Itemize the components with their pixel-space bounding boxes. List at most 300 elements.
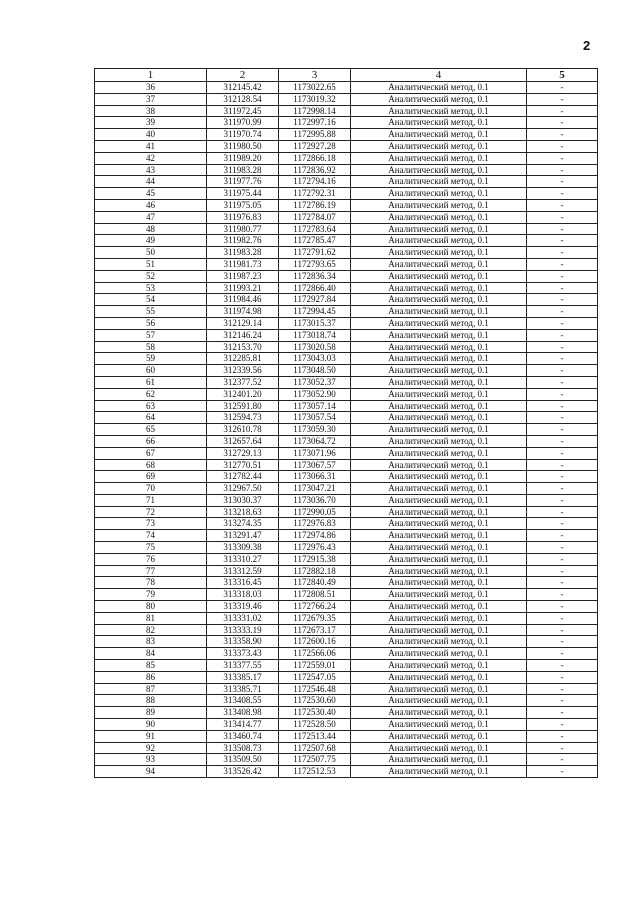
table-row: [95, 754, 598, 766]
x-coordinate-cell: 313508.73: [207, 742, 279, 754]
method-cell: Аналитический метод, 0.1: [351, 612, 527, 624]
point-number-cell: 66: [95, 435, 207, 447]
note-cell: -: [527, 612, 598, 624]
table-row: [95, 117, 598, 129]
method-cell: Аналитический метод, 0.1: [351, 719, 527, 731]
x-coordinate-cell: 311993.21: [207, 282, 279, 294]
note-cell: -: [527, 117, 598, 129]
method-cell: Аналитический метод, 0.1: [351, 176, 527, 188]
y-coordinate-cell: 1172974.86: [279, 530, 351, 542]
note-cell: -: [527, 671, 598, 683]
y-coordinate-cell: 1173057.54: [279, 412, 351, 424]
table-row: [95, 294, 598, 306]
method-cell: Аналитический метод, 0.1: [351, 695, 527, 707]
note-cell: -: [527, 577, 598, 589]
table-header-row: [95, 69, 598, 82]
y-coordinate-cell: 1173052.90: [279, 388, 351, 400]
point-number-cell: 39: [95, 117, 207, 129]
x-coordinate-cell: 312377.52: [207, 376, 279, 388]
note-cell: -: [527, 376, 598, 388]
x-coordinate-cell: 313309.38: [207, 542, 279, 554]
y-coordinate-cell: 1173067.57: [279, 459, 351, 471]
table-row: [95, 612, 598, 624]
table-row: [95, 518, 598, 530]
point-number-cell: 86: [95, 671, 207, 683]
x-coordinate-cell: 313408.98: [207, 707, 279, 719]
y-coordinate-cell: 1173036.70: [279, 494, 351, 506]
note-cell: -: [527, 247, 598, 259]
y-coordinate-cell: 1172994.45: [279, 306, 351, 318]
x-coordinate-cell: 313316.45: [207, 577, 279, 589]
point-number-cell: 70: [95, 483, 207, 495]
note-cell: -: [527, 518, 598, 530]
x-coordinate-cell: 312594.73: [207, 412, 279, 424]
x-coordinate-cell: 312770.51: [207, 459, 279, 471]
method-cell: Аналитический метод, 0.1: [351, 742, 527, 754]
table-row: [95, 494, 598, 506]
x-coordinate-cell: 313291.47: [207, 530, 279, 542]
note-cell: -: [527, 282, 598, 294]
table-row: [95, 530, 598, 542]
page-number: 2: [583, 38, 591, 53]
method-cell: Аналитический метод, 0.1: [351, 82, 527, 94]
note-cell: -: [527, 341, 598, 353]
y-coordinate-cell: 1172673.17: [279, 624, 351, 636]
note-cell: -: [527, 589, 598, 601]
table-row: [95, 636, 598, 648]
note-cell: -: [527, 695, 598, 707]
method-cell: Аналитический метод, 0.1: [351, 471, 527, 483]
y-coordinate-cell: 1172836.34: [279, 270, 351, 282]
y-coordinate-cell: 1173066.31: [279, 471, 351, 483]
y-coordinate-cell: 1172990.05: [279, 506, 351, 518]
method-cell: Аналитический метод, 0.1: [351, 624, 527, 636]
note-cell: -: [527, 82, 598, 94]
point-number-cell: 60: [95, 365, 207, 377]
table-row: [95, 719, 598, 731]
method-cell: Аналитический метод, 0.1: [351, 294, 527, 306]
table-row: [95, 553, 598, 565]
y-coordinate-cell: 1172507.75: [279, 754, 351, 766]
x-coordinate-cell: 312782.44: [207, 471, 279, 483]
point-number-cell: 76: [95, 553, 207, 565]
table-row: [95, 152, 598, 164]
x-coordinate-cell: 313218.63: [207, 506, 279, 518]
point-number-cell: 94: [95, 766, 207, 778]
method-cell: Аналитический метод, 0.1: [351, 270, 527, 282]
x-coordinate-cell: 312729.13: [207, 447, 279, 459]
point-number-cell: 69: [95, 471, 207, 483]
y-coordinate-cell: 1172566.06: [279, 648, 351, 660]
method-cell: Аналитический метод, 0.1: [351, 258, 527, 270]
y-coordinate-cell: 1173020.58: [279, 341, 351, 353]
note-cell: -: [527, 542, 598, 554]
y-coordinate-cell: 1172547.05: [279, 671, 351, 683]
table-row: [95, 424, 598, 436]
x-coordinate-cell: 313385.17: [207, 671, 279, 683]
method-cell: Аналитический метод, 0.1: [351, 235, 527, 247]
method-cell: Аналитический метод, 0.1: [351, 140, 527, 152]
method-cell: Аналитический метод, 0.1: [351, 164, 527, 176]
y-coordinate-cell: 1172559.01: [279, 660, 351, 672]
method-cell: Аналитический метод, 0.1: [351, 601, 527, 613]
method-cell: Аналитический метод, 0.1: [351, 117, 527, 129]
y-coordinate-cell: 1172766.24: [279, 601, 351, 613]
note-cell: -: [527, 707, 598, 719]
point-number-cell: 80: [95, 601, 207, 613]
point-number-cell: 47: [95, 211, 207, 223]
point-number-cell: 37: [95, 93, 207, 105]
x-coordinate-cell: 311984.46: [207, 294, 279, 306]
table-row: [95, 447, 598, 459]
method-cell: Аналитический метод, 0.1: [351, 671, 527, 683]
note-cell: -: [527, 400, 598, 412]
x-coordinate-cell: 311987.23: [207, 270, 279, 282]
table-row: [95, 105, 598, 117]
y-coordinate-cell: 1173015.37: [279, 317, 351, 329]
point-number-cell: 36: [95, 82, 207, 94]
method-cell: Аналитический метод, 0.1: [351, 353, 527, 365]
method-cell: Аналитический метод, 0.1: [351, 400, 527, 412]
method-cell: Аналитический метод, 0.1: [351, 730, 527, 742]
table-row: [95, 707, 598, 719]
table-row: [95, 306, 598, 318]
point-number-cell: 84: [95, 648, 207, 660]
note-cell: -: [527, 648, 598, 660]
point-number-cell: 91: [95, 730, 207, 742]
table-row: [95, 459, 598, 471]
y-coordinate-cell: 1172530.60: [279, 695, 351, 707]
table-row: [95, 742, 598, 754]
y-coordinate-cell: 1172976.43: [279, 542, 351, 554]
x-coordinate-cell: 313377.55: [207, 660, 279, 672]
note-cell: -: [527, 294, 598, 306]
point-number-cell: 90: [95, 719, 207, 731]
table-row: [95, 365, 598, 377]
x-coordinate-cell: 311977.76: [207, 176, 279, 188]
y-coordinate-cell: 1173057.14: [279, 400, 351, 412]
point-number-cell: 68: [95, 459, 207, 471]
x-coordinate-cell: 313373.43: [207, 648, 279, 660]
note-cell: -: [527, 459, 598, 471]
point-number-cell: 55: [95, 306, 207, 318]
method-cell: Аналитический метод, 0.1: [351, 424, 527, 436]
note-cell: -: [527, 199, 598, 211]
method-cell: Аналитический метод, 0.1: [351, 577, 527, 589]
y-coordinate-cell: 1172600.16: [279, 636, 351, 648]
point-number-cell: 44: [95, 176, 207, 188]
method-cell: Аналитический метод, 0.1: [351, 188, 527, 200]
point-number-cell: 73: [95, 518, 207, 530]
method-cell: Аналитический метод, 0.1: [351, 129, 527, 141]
y-coordinate-cell: 1172976.83: [279, 518, 351, 530]
point-number-cell: 61: [95, 376, 207, 388]
note-cell: -: [527, 93, 598, 105]
method-cell: Аналитический метод, 0.1: [351, 506, 527, 518]
method-cell: Аналитический метод, 0.1: [351, 766, 527, 778]
point-number-cell: 89: [95, 707, 207, 719]
point-number-cell: 78: [95, 577, 207, 589]
y-coordinate-cell: 1172915.38: [279, 553, 351, 565]
method-cell: Аналитический метод, 0.1: [351, 93, 527, 105]
point-number-cell: 74: [95, 530, 207, 542]
y-coordinate-cell: 1172791.62: [279, 247, 351, 259]
method-cell: Аналитический метод, 0.1: [351, 483, 527, 495]
y-coordinate-cell: 1173047.21: [279, 483, 351, 495]
table-row: [95, 683, 598, 695]
table-row: [95, 211, 598, 223]
point-number-cell: 71: [95, 494, 207, 506]
point-number-cell: 72: [95, 506, 207, 518]
point-number-cell: 79: [95, 589, 207, 601]
table-row: [95, 388, 598, 400]
point-number-cell: 81: [95, 612, 207, 624]
method-cell: Аналитический метод, 0.1: [351, 365, 527, 377]
method-cell: Аналитический метод, 0.1: [351, 683, 527, 695]
x-coordinate-cell: 312339.56: [207, 365, 279, 377]
x-coordinate-cell: 312967.50: [207, 483, 279, 495]
table-row: [95, 353, 598, 365]
note-cell: -: [527, 435, 598, 447]
table-row: [95, 247, 598, 259]
table-row: [95, 235, 598, 247]
note-cell: -: [527, 506, 598, 518]
table-row: [95, 164, 598, 176]
point-number-cell: 59: [95, 353, 207, 365]
y-coordinate-cell: 1172808.51: [279, 589, 351, 601]
table-row: [95, 435, 598, 447]
method-cell: Аналитический метод, 0.1: [351, 105, 527, 117]
table-row: [95, 766, 598, 778]
x-coordinate-cell: 311970.74: [207, 129, 279, 141]
y-coordinate-cell: 1173048.50: [279, 365, 351, 377]
table-row: [95, 140, 598, 152]
x-coordinate-cell: 313358.90: [207, 636, 279, 648]
note-cell: -: [527, 660, 598, 672]
note-cell: -: [527, 636, 598, 648]
y-coordinate-cell: 1172882.18: [279, 565, 351, 577]
x-coordinate-cell: 313333.19: [207, 624, 279, 636]
y-coordinate-cell: 1172679.35: [279, 612, 351, 624]
y-coordinate-cell: 1172785.47: [279, 235, 351, 247]
point-number-cell: 53: [95, 282, 207, 294]
method-cell: Аналитический метод, 0.1: [351, 317, 527, 329]
note-cell: -: [527, 105, 598, 117]
point-number-cell: 52: [95, 270, 207, 282]
note-cell: -: [527, 152, 598, 164]
method-cell: Аналитический метод, 0.1: [351, 435, 527, 447]
x-coordinate-cell: 312129.14: [207, 317, 279, 329]
point-number-cell: 40: [95, 129, 207, 141]
point-number-cell: 50: [95, 247, 207, 259]
y-coordinate-cell: 1172995.88: [279, 129, 351, 141]
y-coordinate-cell: 1172507.68: [279, 742, 351, 754]
point-number-cell: 65: [95, 424, 207, 436]
method-cell: Аналитический метод, 0.1: [351, 329, 527, 341]
x-coordinate-cell: 311983.28: [207, 164, 279, 176]
table-row: [95, 329, 598, 341]
column-header: 3: [279, 69, 351, 82]
x-coordinate-cell: 311976.83: [207, 211, 279, 223]
point-number-cell: 43: [95, 164, 207, 176]
x-coordinate-cell: 313385.71: [207, 683, 279, 695]
method-cell: Аналитический метод, 0.1: [351, 199, 527, 211]
note-cell: -: [527, 176, 598, 188]
method-cell: Аналитический метод, 0.1: [351, 553, 527, 565]
x-coordinate-cell: 312145.42: [207, 82, 279, 94]
table-row: [95, 671, 598, 683]
method-cell: Аналитический метод, 0.1: [351, 247, 527, 259]
table-row: [95, 82, 598, 94]
note-cell: -: [527, 601, 598, 613]
column-header: 4: [351, 69, 527, 82]
note-cell: -: [527, 317, 598, 329]
y-coordinate-cell: 1173018.74: [279, 329, 351, 341]
note-cell: -: [527, 766, 598, 778]
y-coordinate-cell: 1173059.30: [279, 424, 351, 436]
method-cell: Аналитический метод, 0.1: [351, 447, 527, 459]
method-cell: Аналитический метод, 0.1: [351, 707, 527, 719]
note-cell: -: [527, 624, 598, 636]
y-coordinate-cell: 1172783.64: [279, 223, 351, 235]
note-cell: -: [527, 270, 598, 282]
y-coordinate-cell: 1172793.65: [279, 258, 351, 270]
x-coordinate-cell: 311983.28: [207, 247, 279, 259]
note-cell: -: [527, 447, 598, 459]
table-row: [95, 282, 598, 294]
x-coordinate-cell: 313460.74: [207, 730, 279, 742]
y-coordinate-cell: 1172794.16: [279, 176, 351, 188]
x-coordinate-cell: 313312.59: [207, 565, 279, 577]
method-cell: Аналитический метод, 0.1: [351, 754, 527, 766]
column-header: 1: [95, 69, 207, 82]
y-coordinate-cell: 1172866.40: [279, 282, 351, 294]
y-coordinate-cell: 1172997.16: [279, 117, 351, 129]
point-number-cell: 77: [95, 565, 207, 577]
x-coordinate-cell: 313509.50: [207, 754, 279, 766]
point-number-cell: 62: [95, 388, 207, 400]
y-coordinate-cell: 1172784.07: [279, 211, 351, 223]
method-cell: Аналитический метод, 0.1: [351, 388, 527, 400]
y-coordinate-cell: 1172840.49: [279, 577, 351, 589]
x-coordinate-cell: 313274.35: [207, 518, 279, 530]
table-row: [95, 648, 598, 660]
y-coordinate-cell: 1172836.92: [279, 164, 351, 176]
x-coordinate-cell: 311981.73: [207, 258, 279, 270]
table-row: [95, 400, 598, 412]
x-coordinate-cell: 312401.20: [207, 388, 279, 400]
point-number-cell: 63: [95, 400, 207, 412]
method-cell: Аналитический метод, 0.1: [351, 459, 527, 471]
point-number-cell: 56: [95, 317, 207, 329]
point-number-cell: 75: [95, 542, 207, 554]
y-coordinate-cell: 1173071.96: [279, 447, 351, 459]
x-coordinate-cell: 313526.42: [207, 766, 279, 778]
table-row: [95, 483, 598, 495]
y-coordinate-cell: 1173043.03: [279, 353, 351, 365]
point-number-cell: 85: [95, 660, 207, 672]
x-coordinate-cell: 312153.70: [207, 341, 279, 353]
note-cell: -: [527, 424, 598, 436]
table-row: [95, 376, 598, 388]
method-cell: Аналитический метод, 0.1: [351, 518, 527, 530]
note-cell: -: [527, 730, 598, 742]
method-cell: Аналитический метод, 0.1: [351, 636, 527, 648]
table-row: [95, 270, 598, 282]
x-coordinate-cell: 313331.02: [207, 612, 279, 624]
point-number-cell: 48: [95, 223, 207, 235]
note-cell: -: [527, 754, 598, 766]
y-coordinate-cell: 1172512.53: [279, 766, 351, 778]
table-row: [95, 93, 598, 105]
y-coordinate-cell: 1173052.37: [279, 376, 351, 388]
x-coordinate-cell: 312128.54: [207, 93, 279, 105]
method-cell: Аналитический метод, 0.1: [351, 211, 527, 223]
method-cell: Аналитический метод, 0.1: [351, 660, 527, 672]
y-coordinate-cell: 1172792.31: [279, 188, 351, 200]
method-cell: Аналитический метод, 0.1: [351, 223, 527, 235]
note-cell: -: [527, 553, 598, 565]
note-cell: -: [527, 412, 598, 424]
x-coordinate-cell: 313319.46: [207, 601, 279, 613]
y-coordinate-cell: 1172927.28: [279, 140, 351, 152]
table-row: [95, 589, 598, 601]
note-cell: -: [527, 223, 598, 235]
point-number-cell: 67: [95, 447, 207, 459]
note-cell: -: [527, 211, 598, 223]
method-cell: Аналитический метод, 0.1: [351, 542, 527, 554]
y-coordinate-cell: 1172866.18: [279, 152, 351, 164]
table-row: [95, 258, 598, 270]
table-row: [95, 506, 598, 518]
note-cell: -: [527, 353, 598, 365]
y-coordinate-cell: 1172927.84: [279, 294, 351, 306]
x-coordinate-cell: 313310.27: [207, 553, 279, 565]
point-number-cell: 64: [95, 412, 207, 424]
y-coordinate-cell: 1173064.72: [279, 435, 351, 447]
note-cell: -: [527, 365, 598, 377]
point-number-cell: 82: [95, 624, 207, 636]
y-coordinate-cell: 1172786.19: [279, 199, 351, 211]
method-cell: Аналитический метод, 0.1: [351, 341, 527, 353]
note-cell: -: [527, 388, 598, 400]
x-coordinate-cell: 311989.20: [207, 152, 279, 164]
x-coordinate-cell: 311975.05: [207, 199, 279, 211]
table-row: [95, 542, 598, 554]
x-coordinate-cell: 312610.78: [207, 424, 279, 436]
table-row: [95, 730, 598, 742]
point-number-cell: 88: [95, 695, 207, 707]
note-cell: -: [527, 471, 598, 483]
table-row: [95, 601, 598, 613]
x-coordinate-cell: 311980.50: [207, 140, 279, 152]
point-number-cell: 42: [95, 152, 207, 164]
note-cell: -: [527, 329, 598, 341]
note-cell: -: [527, 140, 598, 152]
x-coordinate-cell: 313030.37: [207, 494, 279, 506]
y-coordinate-cell: 1172528.50: [279, 719, 351, 731]
method-cell: Аналитический метод, 0.1: [351, 282, 527, 294]
table-row: [95, 129, 598, 141]
point-number-cell: 58: [95, 341, 207, 353]
x-coordinate-cell: 313414.77: [207, 719, 279, 731]
table-row: [95, 199, 598, 211]
note-cell: -: [527, 235, 598, 247]
column-header: 2: [207, 69, 279, 82]
y-coordinate-cell: 1172530.40: [279, 707, 351, 719]
note-cell: -: [527, 306, 598, 318]
point-number-cell: 45: [95, 188, 207, 200]
